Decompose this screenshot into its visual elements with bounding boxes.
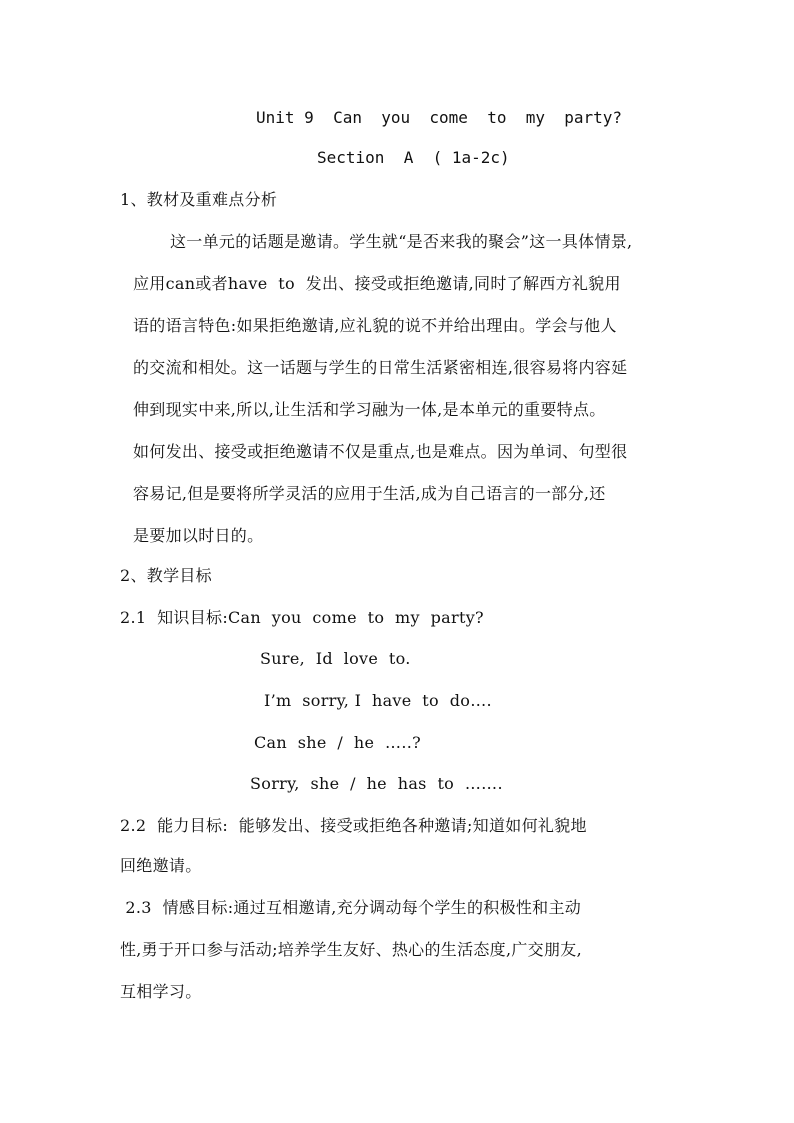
ability-goal-line-2: 回绝邀请。	[120, 856, 202, 875]
section1-paragraph-line-6: 如何发出、接受或拒绝邀请不仅是重点,也是难点。因为单词、句型很	[133, 442, 628, 461]
knowledge-goal-line-3: I’m sorry, I have to do….	[264, 691, 492, 710]
section1-paragraph-line-3: 语的语言特色:如果拒绝邀请,应礼貌的说不并给出理由。学会与他人	[133, 316, 617, 335]
section1-paragraph-line-7: 容易记,但是要将所学灵活的应用于生活,成为自己语言的一部分,还	[133, 484, 606, 503]
knowledge-goal-line-2: Sure, Id love to.	[260, 649, 411, 668]
section1-paragraph-line-2: 应用can或者have to 发出、接受或拒绝邀请,同时了解西方礼貌用	[133, 274, 621, 293]
emotion-goal-line-2: 性,勇于开口参与活动;培养学生友好、热心的生活态度,广交朋友,	[120, 940, 582, 959]
section1-paragraph-line-1: 这一单元的话题是邀请。学生就“是否来我的聚会”这一具体情景,	[170, 232, 633, 251]
ability-goal-line-1: 2.2 能力目标: 能够发出、接受或拒绝各种邀请;知道如何礼貌地	[120, 816, 587, 835]
emotion-goal-line-3: 互相学习。	[120, 982, 202, 1001]
section1-paragraph-line-4: 的交流和相处。这一话题与学生的日常生活紧密相连,很容易将内容延	[133, 358, 628, 377]
document-subtitle: Section A ( 1a-2c)	[317, 148, 510, 167]
document-title: Unit 9 Can you come to my party?	[256, 108, 623, 127]
knowledge-goal-line-5: Sorry, she / he has to …….	[250, 774, 503, 793]
section1-heading: 1、教材及重难点分析	[120, 190, 278, 209]
section1-paragraph-line-8: 是要加以时日的。	[133, 526, 264, 545]
section1-paragraph-line-5: 伸到现实中来,所以,让生活和学习融为一体,是本单元的重要特点。	[133, 400, 606, 419]
emotion-goal-line-1: 2.3 情感目标:通过互相邀请,充分调动每个学生的积极性和主动	[120, 898, 582, 917]
knowledge-goal-line-1: 2.1 知识目标:Can you come to my party?	[120, 608, 484, 627]
section2-heading: 2、教学目标	[120, 566, 212, 585]
knowledge-goal-line-4: Can she / he …..?	[254, 733, 421, 752]
